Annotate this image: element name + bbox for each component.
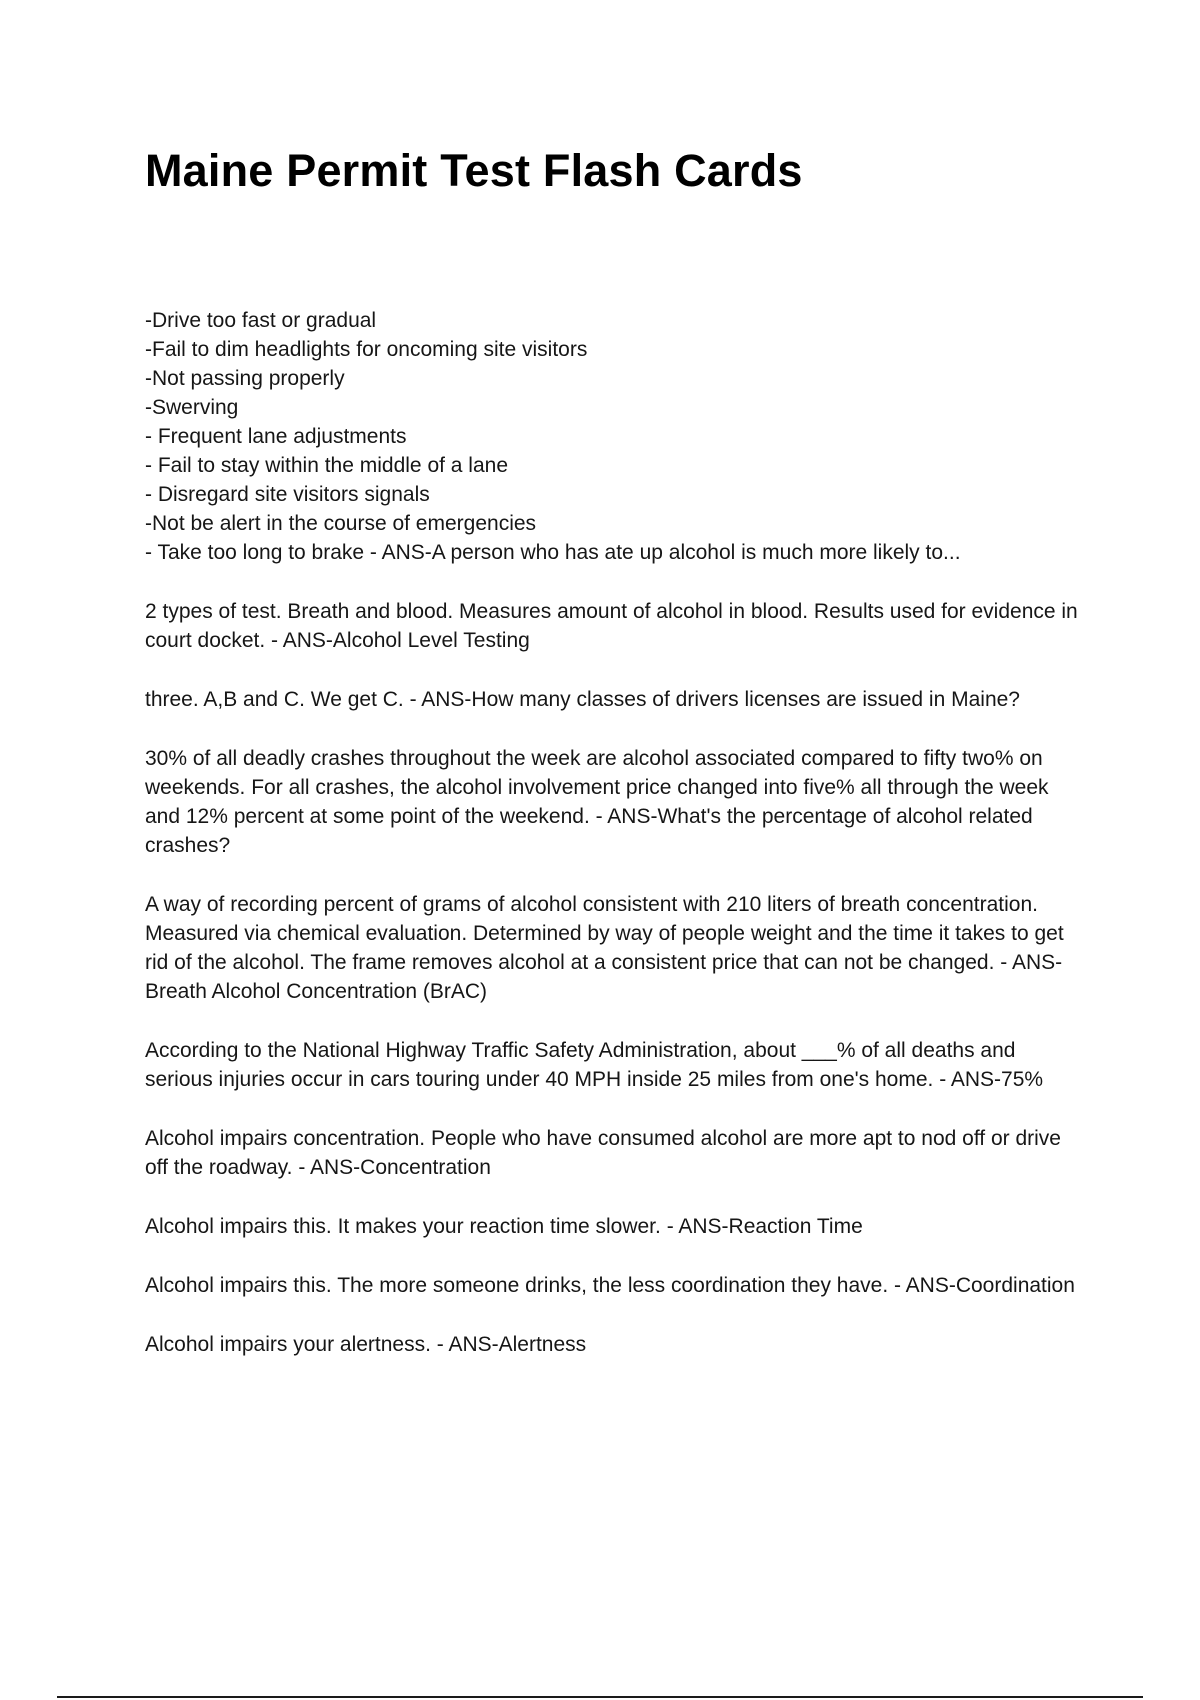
first-card-bullet-list <box>145 306 1085 567</box>
flash-card-coordination: Alcohol impairs this. The more someone drinks, the less coordination they have. - ANS-Coordination <box>145 1274 1075 1297</box>
page-title: Maine Permit Test Flash Cards <box>145 145 803 196</box>
flash-card-concentration: Alcohol impairs concentration. People who have consumed alcohol are more apt to nod off or drive off the roadway. - ANS-Concentration <box>145 1127 1061 1179</box>
bullet-line: - Fail to stay within the middle of a lane <box>145 454 509 477</box>
bullet-line: -Not passing properly <box>145 367 345 390</box>
flash-card-alertness: Alcohol impairs your alertness. - ANS-Alertness <box>145 1333 587 1356</box>
bullet-line: -Not be alert in the course of emergencies <box>145 512 537 535</box>
bullet-line: -Drive too fast or gradual <box>145 309 377 332</box>
bullet-line: -Fail to dim headlights for oncoming site visitors <box>145 338 588 361</box>
bullet-line: - Take too long to brake - ANS-A person who has ate up alcohol is much more likely to... <box>145 541 961 564</box>
footer-divider <box>57 1696 1143 1698</box>
flash-card-list <box>145 306 1085 1359</box>
flash-card-nhtsa-statistic: According to the National Highway Traffic Safety Administration, about ___% of all deaths and serious injuries occur in cars touring under 40 MPH inside 25 miles from one's home. - ANS-75% <box>145 1039 1044 1091</box>
bullet-line: - Frequent lane adjustments <box>145 425 407 448</box>
flash-card-alcohol-level-testing: 2 types of test. Breath and blood. Measures amount of alcohol in blood. Results used for evidence in court docket. - ANS-Alcohol Level Testing <box>145 600 1078 652</box>
flash-card-license-classes: three. A,B and C. We get C. - ANS-How many classes of drivers licenses are issued in Maine? <box>145 688 1020 711</box>
bullet-line: - Disregard site visitors signals <box>145 483 430 506</box>
flash-card-brac: A way of recording percent of grams of alcohol consistent with 210 liters of breath concentration. Measured via chemical evaluation. Determined by way of people weight and the time it takes to get rid of the alcohol. The frame removes alcohol at a consistent price that can not be changed. - ANS-Breath Alcohol Concentration (BrAC) <box>145 893 1064 1003</box>
flash-card-alcohol-crash-percentage: 30% of all deadly crashes throughout the week are alcohol associated compared to fifty two% on weekends. For all crashes, the alcohol involvement price changed into five% all through the week and 12% percent at some point of the weekend. - ANS-What's the percentage of alcohol related crashes? <box>145 747 1049 857</box>
flash-card-reaction-time: Alcohol impairs this. It makes your reaction time slower. - ANS-Reaction Time <box>145 1215 863 1238</box>
bullet-line: -Swerving <box>145 396 239 419</box>
